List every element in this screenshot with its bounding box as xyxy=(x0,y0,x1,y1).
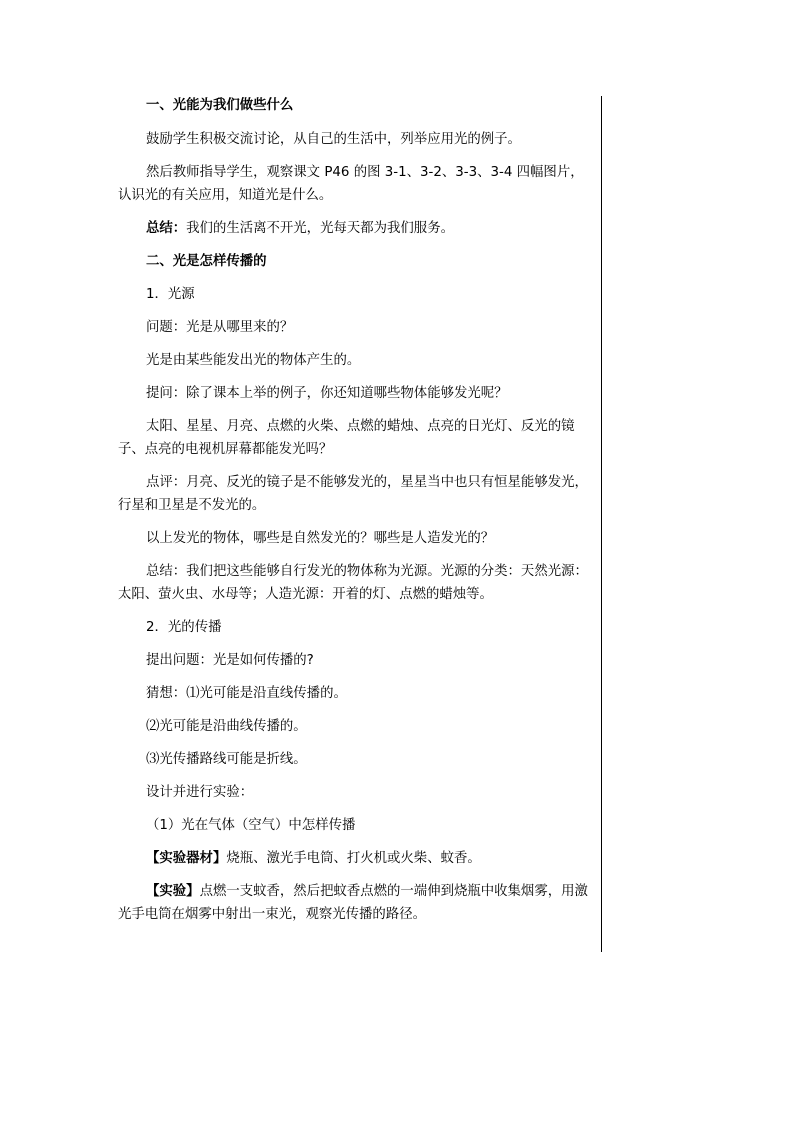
paragraph: 猜想：⑴光可能是沿直线传播的。 xyxy=(146,686,347,701)
paragraph: 提出问题：光是如何传播的? xyxy=(146,653,314,668)
paragraph-label: 【实验器材】 xyxy=(146,851,227,866)
section-heading: 二、光是怎样传播的 xyxy=(146,254,267,269)
paragraph: 问题：光是从哪里来的？ xyxy=(146,320,294,335)
paragraph xyxy=(118,847,596,870)
paragraph-text: 烧瓶、激光手电筒、打火机或火柴、蚊香。 xyxy=(226,851,481,866)
paragraph xyxy=(118,880,596,926)
paragraph-text: 我们的生活离不开光，光每天都为我们服务。 xyxy=(186,221,454,236)
paragraph: 光是由某些能发出光的物体产生的。 xyxy=(146,353,361,368)
paragraph: 以上发光的物体，哪些是自然发光的？哪些是人造发光的？ xyxy=(146,531,495,546)
paragraph-text: 点燃一支蚊香，然后把蚊香点燃的一端伸到烧瓶中收集烟雾，用激光手电筒在烟雾中射出一束光，观察光传播的路径。 xyxy=(118,884,588,922)
paragraph: 点评：月亮、反光的镜子是不能够发光的，星星当中也只有恒星能够发光，行星和卫星是不发光的。 xyxy=(118,475,588,513)
paragraph: （1）光在气体（空气）中怎样传播 xyxy=(146,818,356,833)
paragraph: 总结：我们把这些能够自行发光的物体称为光源。光源的分类：天然光源：太阳、萤火虫、水母等；人造光源：开着的灯、点燃的蜡烛等。 xyxy=(118,564,588,602)
paragraph: ⑶光传播路线可能是折线。 xyxy=(146,752,307,767)
section-heading: 一、光能为我们做些什么 xyxy=(146,98,294,113)
table-right-border xyxy=(601,96,602,952)
paragraph xyxy=(118,217,596,240)
document-content xyxy=(118,94,596,926)
paragraph: 2．光的传播 xyxy=(146,620,222,635)
paragraph: 然后教师指导学生，观察课文 P46 的图 3-1、3-2、3-3、3-4 四幅图片，认识光的有关应用，知道光是什么。 xyxy=(118,165,584,203)
paragraph: 太阳、星星、月亮、点燃的火柴、点燃的蜡烛、点亮的日光灯、反光的镜子、点亮的电视机屏幕都能发光吗？ xyxy=(118,419,575,457)
paragraph-label: 【实验】 xyxy=(146,884,200,899)
paragraph: 提问：除了课本上举的例子，你还知道哪些物体能够发光呢？ xyxy=(146,386,508,401)
paragraph: ⑵光可能是沿曲线传播的。 xyxy=(146,719,307,734)
paragraph-label: 总结： xyxy=(146,221,187,236)
paragraph: 鼓励学生积极交流讨论，从自己的生活中，列举应用光的例子。 xyxy=(146,132,521,147)
paragraph: 1．光源 xyxy=(146,287,195,302)
paragraph: 设计并进行实验： xyxy=(146,785,254,800)
